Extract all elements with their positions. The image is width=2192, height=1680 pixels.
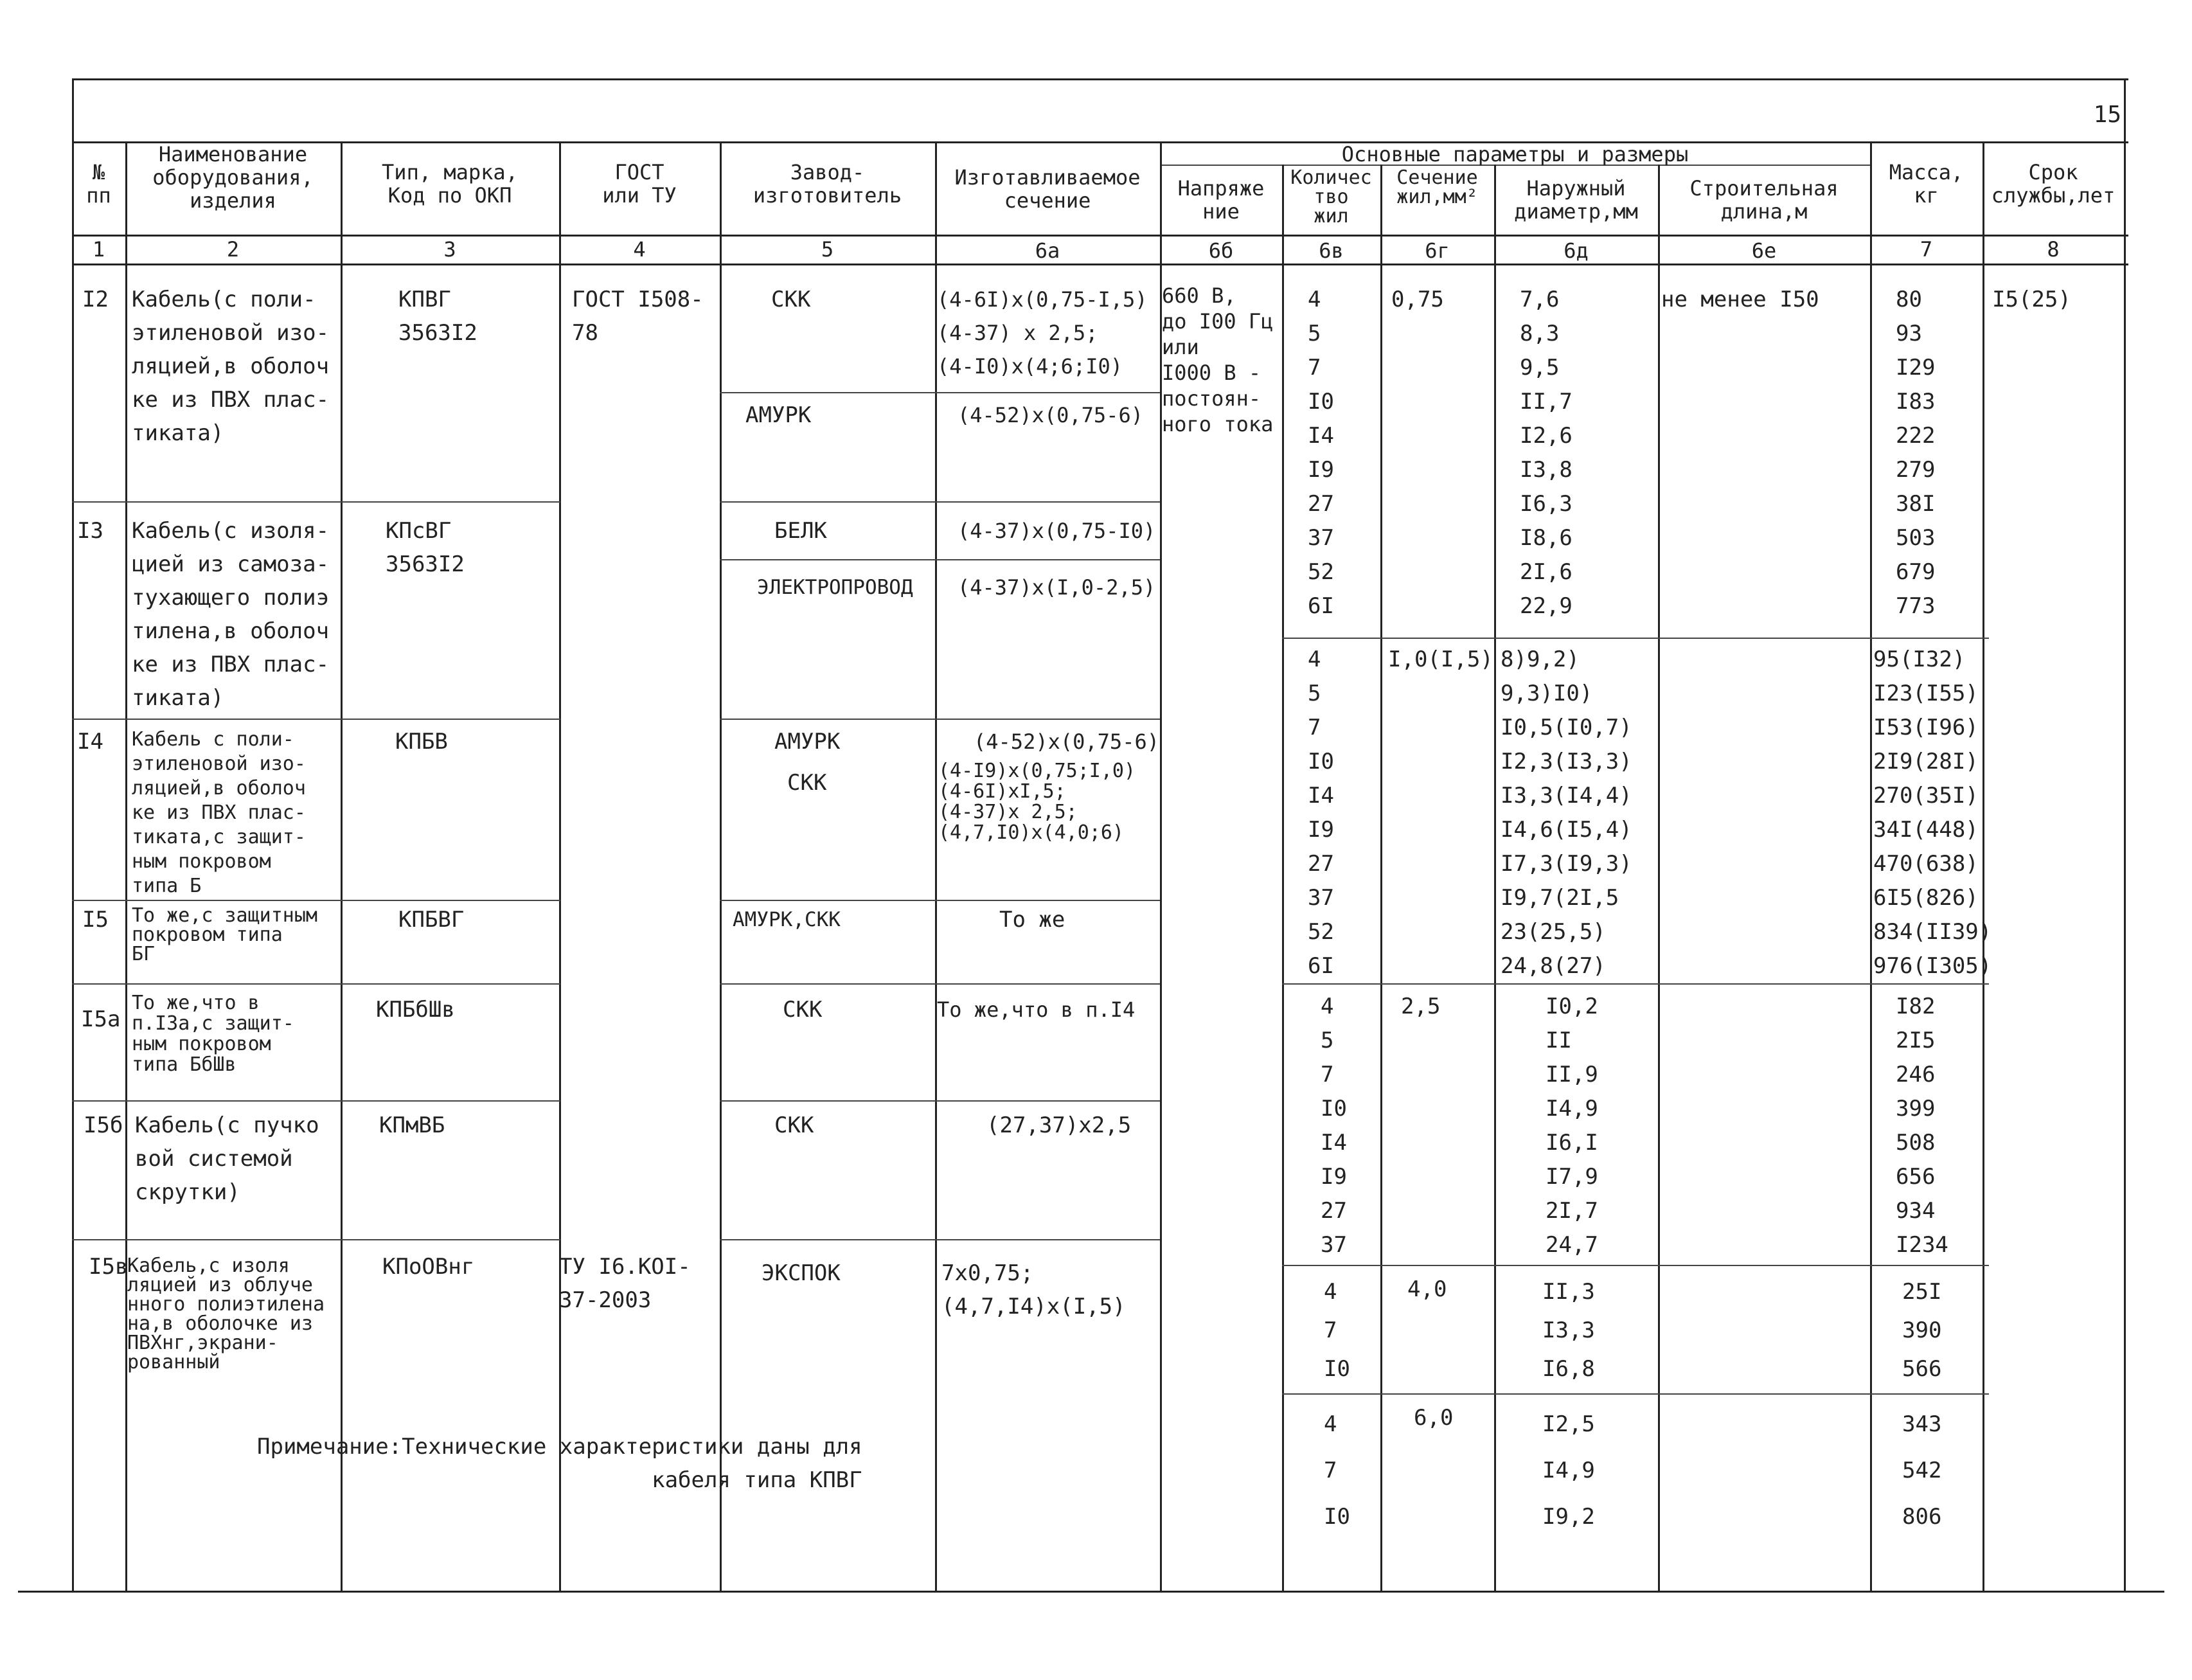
cores-column (1324, 1401, 1350, 1540)
colnum-6g: 6г (1425, 238, 1450, 263)
row-plant: СКК (771, 287, 811, 312)
row-no: I5 (82, 907, 109, 933)
mass-value: 934 (1896, 1198, 1936, 1224)
diameter-value: I9,2 (1542, 1504, 1595, 1530)
row-type: КПоОВнг (382, 1254, 475, 1280)
diameter-value: 23(25,5) (1501, 919, 1606, 945)
diameter-value: I2,5 (1542, 1411, 1595, 1437)
mass-value: 34I(448) (1873, 817, 1979, 843)
diameter-value: I9,7(2I,5 (1501, 885, 1619, 911)
cores-value: 37 (1308, 885, 1334, 911)
row-section: (4-6I)x(0,75-I,5) (4-37) x 2,5; (4-I0)x(4;6;I0) (937, 287, 1148, 379)
mass-value: 2I5 (1896, 1028, 1936, 1053)
mass-column (1896, 990, 1948, 1262)
header-group-title: Основные параметры и размеры (1341, 142, 1689, 166)
diameter-value: I3,3 (1542, 1318, 1595, 1343)
cores-value: 4 (1308, 287, 1321, 312)
row-section: То же,что в п.I4 (937, 997, 1136, 1022)
mass-value: 270(35I) (1873, 783, 1979, 809)
mass-value: I23(I55) (1873, 681, 1979, 706)
cores-column (1324, 1273, 1350, 1388)
cores-value: I9 (1308, 457, 1334, 483)
diameter-column (1546, 990, 1598, 1262)
mass-value: 6I5(826) (1873, 885, 1979, 911)
row-section: (4-I9)x(0,75;I,0) (4-6I)xI,5; (4-37)x 2,5; (4,7,I0)x(4,0;6) (938, 760, 1136, 844)
cores-value: I4 (1308, 783, 1334, 809)
mass-value: 806 (1902, 1504, 1942, 1530)
mass-value: 470(638) (1873, 851, 1979, 877)
row-name: Кабель(с поли- этиленовой изо- ляцией,в оболоч ке из ПВХ плас- тиката) (132, 287, 330, 446)
diameter-value: I6,I (1546, 1130, 1598, 1156)
row-plant: ЭЛЕКТРОПРОВОД (757, 576, 913, 599)
core-section-value: 2,5 (1401, 994, 1441, 1019)
colnum-8: 8 (2047, 237, 2060, 262)
diameter-value: I7,9 (1546, 1164, 1598, 1190)
header-name: Наименование оборудования, изделия (152, 142, 314, 213)
mass-value: 2I9(28I) (1873, 749, 1979, 774)
diameter-value: 8)9,2) (1501, 647, 1580, 672)
header-service: Срок службы,лет (1991, 160, 2116, 208)
cores-value: I9 (1321, 1164, 1347, 1190)
colnum-7: 7 (1920, 237, 1933, 262)
colnum-1: 1 (92, 237, 105, 262)
mass-column (1902, 1401, 1941, 1540)
mass-value: 679 (1896, 559, 1936, 585)
diameter-value: I0,5(I0,7) (1501, 715, 1632, 740)
colnum-2: 2 (226, 237, 240, 262)
diameter-value: I8,6 (1520, 525, 1573, 551)
cores-value: 7 (1308, 355, 1321, 380)
diameter-value: I6,8 (1542, 1356, 1595, 1382)
row-gost: ГОСТ I508- 78 (572, 287, 704, 346)
cores-value: 7 (1324, 1458, 1337, 1483)
cores-value: 4 (1308, 647, 1321, 672)
mass-column (1873, 643, 1992, 983)
voltage-text: 660 В, до I00 Гц или I000 В - постоян- ного тока (1162, 283, 1274, 436)
row-section: (27,37)x2,5 (986, 1113, 1132, 1138)
header-core-section: Сечение жил,мм² (1396, 166, 1478, 208)
row-plant: СКК (787, 770, 827, 796)
mass-column (1896, 283, 1935, 623)
mass-value: 542 (1902, 1458, 1942, 1483)
row-section: (4-37)x(I,0-2,5) (958, 575, 1156, 600)
row-type: КПмВБ (379, 1113, 445, 1138)
diameter-value: II,7 (1520, 389, 1573, 415)
mass-column (1902, 1273, 1941, 1388)
colnum-6b: 6б (1208, 238, 1234, 263)
cores-value: 6I (1308, 593, 1334, 619)
cores-value: I4 (1321, 1130, 1347, 1156)
diameter-column (1520, 283, 1573, 623)
cores-value: I9 (1308, 817, 1334, 843)
cores-value: 5 (1321, 1028, 1334, 1053)
note: Примечание:Технические характеристики даны для кабеля типа КПВГ (257, 1434, 862, 1493)
cores-value: 37 (1308, 525, 1334, 551)
row-section: (4-52)x(0,75-6) (958, 403, 1143, 427)
row-name: Кабель(с пучко вой системой скрутки) (135, 1113, 319, 1205)
diameter-value: I4,9 (1546, 1096, 1598, 1121)
cores-value: 5 (1308, 321, 1321, 346)
cores-value: I0 (1321, 1096, 1347, 1121)
mass-value: I83 (1896, 389, 1936, 415)
cores-value: 4 (1324, 1279, 1337, 1305)
cores-value: 5 (1308, 681, 1321, 706)
diameter-column (1542, 1401, 1595, 1540)
diameter-value: 22,9 (1520, 593, 1573, 619)
diameter-value: I2,6 (1520, 423, 1573, 449)
diameter-value: I3,3(I4,4) (1501, 783, 1632, 809)
diameter-value: 9,3)I0) (1501, 681, 1593, 706)
row-section: (4-37)x(0,75-I0) (958, 519, 1156, 543)
cores-value: I0 (1308, 389, 1334, 415)
colnum-4: 4 (633, 237, 646, 262)
header-gost: ГОСТ или ТУ (602, 160, 677, 208)
cores-column (1321, 990, 1347, 1262)
core-section-value: 0,75 (1391, 287, 1444, 312)
row-gost: ТУ I6.КОI- 37-2003 (559, 1254, 691, 1313)
row-no: I2 (82, 287, 109, 312)
colnum-3: 3 (443, 237, 456, 262)
cores-value: 52 (1308, 919, 1334, 945)
diameter-value: II (1546, 1028, 1572, 1053)
mass-value: 773 (1896, 593, 1936, 619)
diameter-value: 24,7 (1546, 1232, 1598, 1258)
cores-value: 6I (1308, 953, 1334, 979)
colnum-6a: 6а (1035, 238, 1060, 263)
row-name: То же,с защитным покровом типа БГ (132, 904, 317, 965)
row-section: (4-52)x(0,75-6) (974, 729, 1159, 754)
core-section-value: 6,0 (1414, 1405, 1454, 1431)
diameter-value: II,9 (1546, 1062, 1598, 1087)
row-no: I5б (84, 1113, 123, 1138)
cores-value: 4 (1324, 1411, 1337, 1437)
header-plant: Завод- изготовитель (753, 160, 902, 208)
cores-value: 27 (1321, 1198, 1347, 1224)
cores-column (1308, 643, 1334, 983)
mass-value: 834(II39) (1873, 919, 1992, 945)
row-no: I4 (77, 729, 103, 755)
page-number: 15 (2093, 102, 2121, 128)
mass-value: 390 (1902, 1318, 1942, 1343)
header-length: Строительная длина,м (1689, 176, 1839, 224)
header-mass: Масса, кг (1889, 160, 1964, 208)
diameter-value: 7,6 (1520, 287, 1560, 312)
mass-value: 976(I305) (1873, 953, 1992, 979)
mass-value: 95(I32) (1873, 647, 1966, 672)
row-section: 7x0,75; (4,7,I4)x(I,5) (941, 1260, 1126, 1319)
cores-value: I4 (1308, 423, 1334, 449)
diameter-value: I4,9 (1542, 1458, 1595, 1483)
cores-value: 7 (1308, 715, 1321, 740)
row-name: Кабель(с изоля- цией из самоза- тухающего полиэ тилена,в оболоч ке из ПВХ плас- тиката) (132, 518, 330, 711)
mass-value: 343 (1902, 1411, 1942, 1437)
header-no: № пп (86, 160, 111, 208)
cores-value: 4 (1321, 994, 1334, 1019)
mass-value: I82 (1896, 994, 1936, 1019)
header-section: Изготавливаемое сечение (954, 165, 1141, 213)
colnum-6v: 6в (1319, 238, 1344, 263)
row-no: I5а (81, 1006, 121, 1032)
row-name: То же,что в п.I3а,с защит- ным покровом типа БбШв (132, 992, 294, 1076)
mass-value: 93 (1896, 321, 1922, 346)
diameter-value: I6,3 (1520, 491, 1573, 517)
diameter-value: 9,5 (1520, 355, 1560, 380)
row-type: КПБВ (395, 729, 448, 755)
row-plant: АМУРК,СКК (733, 908, 841, 931)
row-plant: АМУРК (745, 402, 812, 428)
row-type: КПБбШв (376, 997, 455, 1023)
row-type: КПБВГ (398, 907, 465, 933)
core-section-value: I,0(I,5) (1388, 647, 1493, 672)
row-name: Кабель с поли- этиленовой изо- ляцией,в оболоч ке из ПВХ плас- тиката,с защит- ным покровом типа Б (132, 728, 306, 897)
service-text: I5(25) (1992, 287, 2071, 312)
diameter-value: 2I,6 (1520, 559, 1573, 585)
cores-column (1308, 283, 1334, 623)
colnum-6d: 6д (1564, 238, 1589, 263)
diameter-value: I4,6(I5,4) (1501, 817, 1632, 843)
row-section: То же (999, 907, 1065, 933)
cores-value: I0 (1308, 749, 1334, 774)
header-diameter: Наружный диаметр,мм (1514, 176, 1638, 224)
cores-value: I0 (1324, 1356, 1350, 1382)
mass-value: 566 (1902, 1356, 1942, 1382)
cores-value: 37 (1321, 1232, 1347, 1258)
core-section-value: 4,0 (1407, 1276, 1447, 1302)
mass-value: 38I (1896, 491, 1936, 517)
header-voltage: Напряже ние (1177, 176, 1265, 224)
row-plant: ЭКСПОК (762, 1260, 841, 1286)
row-type: КПВГ 3563I2 (398, 287, 477, 346)
mass-value: 279 (1896, 457, 1936, 483)
diameter-value: 24,8(27) (1501, 953, 1606, 979)
mass-value: 503 (1896, 525, 1936, 551)
mass-value: I29 (1896, 355, 1936, 380)
diameter-value: 2I,7 (1546, 1198, 1598, 1224)
diameter-value: II,3 (1542, 1279, 1595, 1305)
row-plant: СКК (783, 997, 823, 1023)
header-cores: Количес тво жил (1290, 166, 1372, 228)
diameter-value: I7,3(I9,3) (1501, 851, 1632, 877)
mass-value: 222 (1896, 423, 1936, 449)
header-type: Тип, марка, Код по ОКП (382, 160, 518, 208)
cores-value: I0 (1324, 1504, 1350, 1530)
mass-value: 246 (1896, 1062, 1936, 1087)
diameter-column (1501, 643, 1632, 983)
diameter-value: I0,2 (1546, 994, 1598, 1019)
row-plant: СКК (774, 1113, 814, 1138)
diameter-value: I3,8 (1520, 457, 1573, 483)
cores-value: 52 (1308, 559, 1334, 585)
diameter-column (1542, 1273, 1595, 1388)
mass-value: 25I (1902, 1279, 1942, 1305)
colnum-5: 5 (821, 237, 834, 262)
colnum-6e: 6е (1751, 238, 1777, 263)
diameter-value: 8,3 (1520, 321, 1560, 346)
row-plant: АМУРК (774, 729, 841, 755)
mass-value: 80 (1896, 287, 1922, 312)
mass-value: 399 (1896, 1096, 1936, 1121)
row-no: I3 (77, 518, 103, 544)
cores-value: 7 (1321, 1062, 1334, 1087)
cores-value: 7 (1324, 1318, 1337, 1343)
length-text: не менее I50 (1661, 287, 1819, 312)
diameter-value: I2,3(I3,3) (1501, 749, 1632, 774)
mass-value: I234 (1896, 1232, 1948, 1258)
row-plant: БЕЛК (774, 518, 827, 544)
mass-value: 508 (1896, 1130, 1936, 1156)
cores-value: 27 (1308, 491, 1334, 517)
row-name: Кабель,с изоля ляцией из облуче нного полиэтилена на,в оболочке из ПВХнг,экрани- рованный (127, 1255, 325, 1373)
mass-value: I53(I96) (1873, 715, 1979, 740)
row-no: I5в (89, 1254, 129, 1280)
mass-value: 656 (1896, 1164, 1936, 1190)
row-type: КПсВГ 3563I2 (386, 518, 465, 577)
cores-value: 27 (1308, 851, 1334, 877)
